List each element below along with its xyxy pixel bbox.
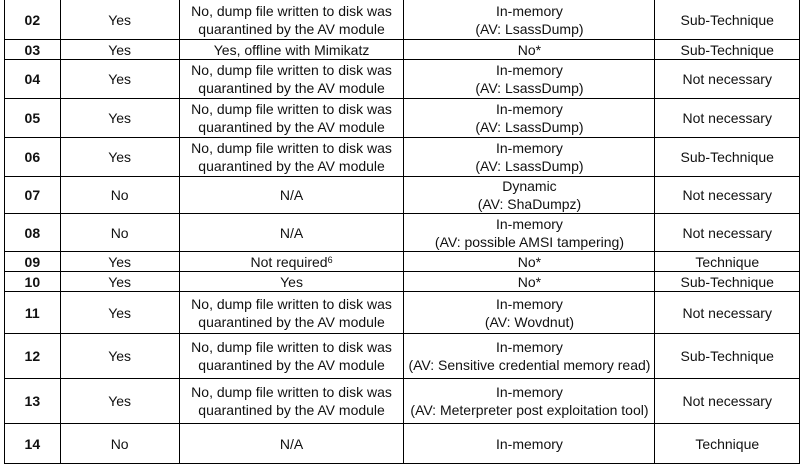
dump-value: Yes: [108, 11, 132, 28]
results-table: [4, 0, 800, 464]
cell-offline: [179, 138, 404, 177]
cell-offline: [179, 99, 404, 138]
cell-mitre: [655, 292, 800, 334]
av-detection-line: In-memory: [496, 215, 563, 232]
row-id: 10: [24, 273, 41, 290]
cell-dump: [60, 252, 179, 272]
cell-dump: [60, 60, 179, 99]
mitre-value: Technique: [695, 253, 760, 270]
av-detection-line: In-memory: [496, 384, 563, 400]
cell-av-detection: [404, 99, 655, 138]
av-detection-line: (AV: LsassDump): [475, 80, 584, 96]
cell-dump: [60, 99, 179, 138]
mitre-value: Sub-Technique: [680, 11, 774, 28]
av-detection-line: (AV: possible AMSI tampering): [434, 233, 624, 250]
row-id: 09: [24, 253, 41, 270]
dump-value: Yes: [108, 41, 132, 58]
cell-dump: [60, 292, 179, 334]
cell-dump: [60, 0, 179, 40]
row-id: 02: [24, 11, 41, 28]
table-row: [5, 214, 800, 252]
av-detection-line: No*: [517, 253, 542, 270]
cell-id: [5, 252, 61, 272]
table-row: [5, 272, 800, 292]
offline-line: No, dump file written to disk was: [191, 101, 392, 117]
mitre-value: Sub-Technique: [680, 149, 774, 165]
av-detection-line: No*: [517, 273, 542, 290]
dump-value: Yes: [108, 149, 132, 165]
offline-line: Yes: [280, 273, 303, 290]
mitre-value: Sub-Technique: [680, 273, 774, 290]
dump-value: Yes: [108, 273, 132, 290]
offline-line: N/A: [279, 187, 304, 203]
cell-av-detection: [404, 334, 655, 379]
cell-offline: [179, 334, 404, 379]
cell-dump: [60, 177, 179, 214]
cell-mitre: [655, 252, 800, 272]
cell-offline: [179, 60, 404, 99]
cell-mitre: [655, 272, 800, 292]
cell-id: [5, 292, 61, 334]
row-id: 06: [24, 149, 41, 165]
cell-id: [5, 40, 61, 60]
row-id: 05: [24, 110, 41, 126]
dump-value: Yes: [108, 253, 132, 270]
offline-line: N/A: [279, 224, 304, 241]
cell-av-detection: [404, 40, 655, 60]
cell-id: [5, 60, 61, 99]
table-wrapper: [4, 0, 800, 464]
av-detection-line: In-memory: [496, 435, 563, 452]
cell-id: [5, 334, 61, 379]
mitre-value: Not necessary: [682, 187, 772, 203]
offline-line-with-footnote: [184, 253, 400, 271]
table-row: [5, 138, 800, 177]
offline-line: quarantined by the AV module: [198, 119, 385, 135]
dump-value: No: [110, 224, 129, 241]
table-row: [5, 40, 800, 60]
av-detection-line: In-memory: [496, 339, 563, 355]
cell-dump: [60, 214, 179, 252]
dump-value: Yes: [108, 71, 132, 87]
cell-offline: [179, 177, 404, 214]
cell-mitre: [655, 177, 800, 214]
av-detection-line: Dynamic: [502, 178, 557, 194]
offline-line: quarantined by the AV module: [198, 313, 385, 330]
cell-dump: [60, 334, 179, 379]
table-row: [5, 334, 800, 379]
cell-offline: [179, 214, 404, 252]
cell-dump: [60, 424, 179, 464]
av-detection-line: (AV: Wovdnut): [484, 313, 575, 330]
cell-av-detection: [404, 272, 655, 292]
cell-dump: [60, 138, 179, 177]
results-table-body: [5, 0, 800, 464]
mitre-value: Not necessary: [682, 393, 772, 409]
cell-id: [5, 0, 61, 40]
table-row: [5, 379, 800, 424]
table-row: [5, 252, 800, 272]
offline-line: No, dump file written to disk was: [191, 295, 392, 312]
cell-av-detection: [404, 0, 655, 40]
cell-mitre: [655, 60, 800, 99]
cell-mitre: [655, 138, 800, 177]
offline-line: No, dump file written to disk was: [191, 339, 392, 355]
row-id: 14: [24, 435, 41, 452]
av-detection-line: In-memory: [496, 140, 563, 156]
table-row: [5, 177, 800, 214]
cell-mitre: [655, 334, 800, 379]
cell-dump: [60, 272, 179, 292]
cell-mitre: [655, 424, 800, 464]
table-row: [5, 292, 800, 334]
offline-line: No, dump file written to disk was: [191, 384, 392, 400]
av-detection-line: (AV: ShaDumpz): [477, 196, 582, 212]
cell-av-detection: [404, 138, 655, 177]
dump-value: Yes: [108, 348, 132, 364]
offline-line: quarantined by the AV module: [198, 80, 385, 96]
table-row: [5, 60, 800, 99]
cell-offline: [179, 292, 404, 334]
cell-av-detection: [404, 424, 655, 464]
cell-dump: [60, 379, 179, 424]
row-id: 13: [24, 393, 41, 409]
offline-line: Yes, offline with Mimikatz: [213, 41, 370, 58]
offline-line: quarantined by the AV module: [198, 20, 385, 37]
cell-offline: [179, 424, 404, 464]
av-detection-line: In-memory: [496, 295, 563, 312]
cell-id: [5, 138, 61, 177]
row-id: 07: [24, 187, 41, 203]
row-id: 03: [24, 41, 41, 58]
cell-dump: [60, 40, 179, 60]
cell-mitre: [655, 99, 800, 138]
cell-av-detection: [404, 292, 655, 334]
offline-line: No, dump file written to disk was: [191, 140, 392, 156]
mitre-value: Sub-Technique: [680, 348, 774, 364]
cell-id: [5, 214, 61, 252]
row-id: 04: [24, 71, 41, 87]
dump-value: Yes: [108, 304, 132, 321]
av-detection-line: (AV: LsassDump): [475, 119, 584, 135]
dump-value: Yes: [108, 393, 132, 409]
mitre-value: Not necessary: [682, 224, 772, 241]
cell-av-detection: [404, 60, 655, 99]
row-id: 11: [24, 304, 40, 321]
offline-line: No, dump file written to disk was: [191, 2, 392, 19]
table-row: [5, 424, 800, 464]
cell-id: [5, 379, 61, 424]
offline-line: Not required: [250, 253, 328, 270]
dump-value: No: [110, 435, 129, 452]
cell-offline: [179, 272, 404, 292]
cell-id: [5, 424, 61, 464]
offline-line: quarantined by the AV module: [198, 402, 385, 418]
dump-value: Yes: [108, 110, 132, 126]
offline-line: No, dump file written to disk was: [191, 62, 392, 78]
cell-mitre: [655, 379, 800, 424]
cell-av-detection: [404, 214, 655, 252]
mitre-value: Technique: [695, 435, 760, 452]
cell-offline: [179, 0, 404, 40]
cell-av-detection: [404, 379, 655, 424]
av-detection-line: (AV: Sensitive credential memory read): [408, 357, 651, 373]
cell-mitre: [655, 0, 800, 40]
av-detection-line: (AV: LsassDump): [475, 158, 584, 174]
cell-offline: [179, 40, 404, 60]
mitre-value: Not necessary: [682, 110, 772, 126]
av-detection-line: In-memory: [496, 101, 563, 117]
mitre-value: Not necessary: [682, 304, 772, 321]
cell-av-detection: [404, 177, 655, 214]
av-detection-line: In-memory: [496, 2, 563, 19]
av-detection-line: (AV: LsassDump): [475, 20, 584, 37]
offline-line: quarantined by the AV module: [198, 357, 385, 373]
row-id: 12: [24, 348, 41, 364]
offline-line: quarantined by the AV module: [198, 158, 385, 174]
cell-id: [5, 272, 61, 292]
footnote-marker: 6: [327, 254, 333, 265]
cell-mitre: [655, 40, 800, 60]
av-detection-line: (AV: Meterpreter post exploitation tool): [410, 402, 649, 418]
av-detection-line: In-memory: [496, 62, 563, 78]
mitre-value: Not necessary: [682, 71, 772, 87]
cell-offline: [179, 379, 404, 424]
table-row: [5, 0, 800, 40]
table-row: [5, 99, 800, 138]
cell-av-detection: [404, 252, 655, 272]
offline-line: N/A: [279, 435, 304, 452]
row-id: 08: [24, 224, 41, 241]
av-detection-line: No*: [517, 41, 542, 58]
mitre-value: Sub-Technique: [680, 41, 774, 58]
cell-id: [5, 177, 61, 214]
cell-mitre: [655, 214, 800, 252]
cell-id: [5, 99, 61, 138]
cell-offline: [179, 252, 404, 272]
dump-value: No: [110, 187, 129, 203]
